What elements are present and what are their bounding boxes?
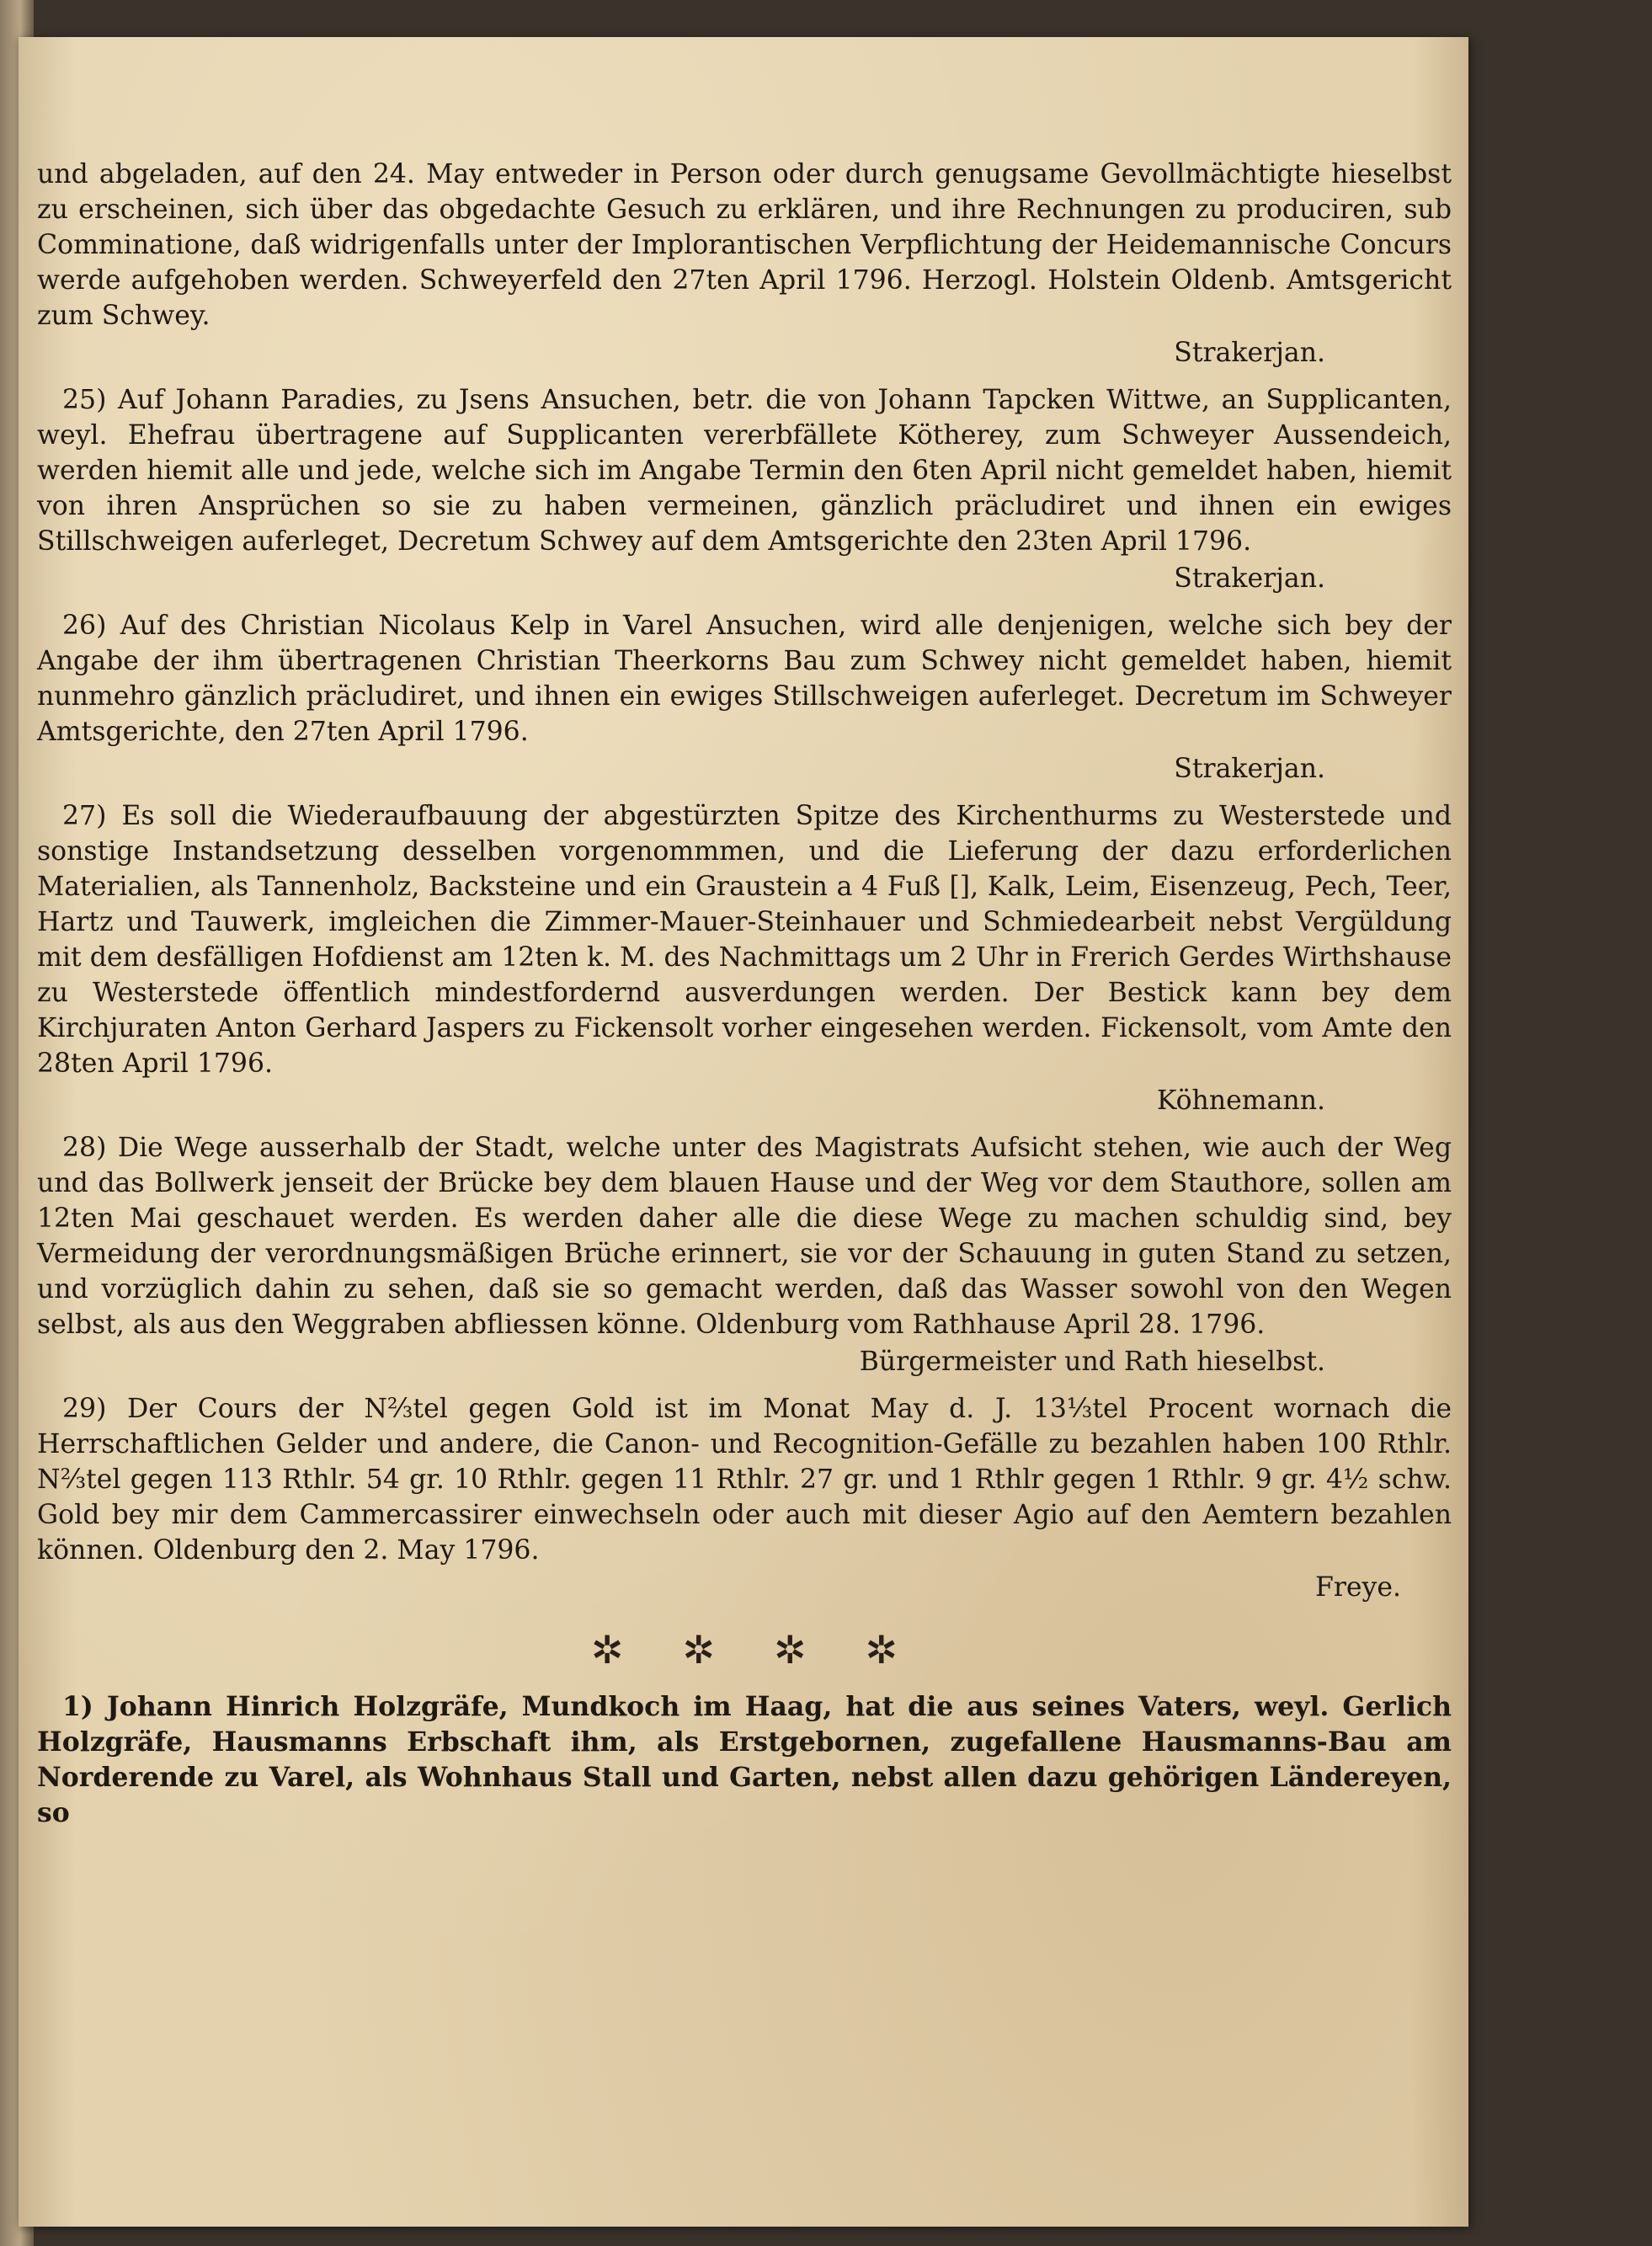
paragraph-28: 28) Die Wege ausserhalb der Stadt, welche unter des Magistrats Aufsicht stehen, wie auch der Weg und das Bollwerk jenseit der Brücke bey dem blauen Hause und der Weg vor dem Stauthore, sollen am 12ten Mai geschauet werden. Es werden daher alle die diese Wege zu machen schuldig sind, bey Vermeidung der verordnungsmäßigen Brüche erinnert, sie vor der Schauung in guten Stand zu setzen, und vorzüglich dahin zu sehen, daß sie so gemacht werden, daß das Wasser sowohl von den Wegen selbst, als aus den Weggraben abfliessen könne. Oldenburg vom Rathhause April 28. 1796. [37,1133,1452,1340]
paragraph-27: 27) Es soll die Wiederaufbauung der abgestürzten Spitze des Kirchenthurms zu Westerstede und sonstige Instandsetzung desselben vorgenommmen, und die Lieferung der dazu erforderlichen Materialien, als Tannenholz, Backsteine und ein Graustein a 4 Fuß [], Kalk, Leim, Eisenzeug, Pech, Teer, Hartz und Tauwerk, imgleichen die Zimmer-Mauer-Steinhauer und Schmiedearbeit nebst Vergüldung mit dem desfälligen Hofdienst am 12ten k. M. des Nachmittags um 2 Uhr in Frerich Gerdes Wirthshause zu Westerstede öffentlich mindestfordernd ausverdungen werden. Der Bestick kann bey dem Kirchjuraten Anton Gerhard Jaspers zu Fickensolt vorher eingesehen werden. Fickensolt, vom Amte den 28ten April 1796. [37,801,1452,1079]
signature-koehnemann: Köhnemann. [1156,1086,1325,1116]
star-ornament-icon: ✲ [590,1627,624,1672]
signature-freye: Freye. [1314,1572,1401,1603]
page-text-column [37,157,1452,1831]
paragraph-new-section-1: 1) Johann Hinrich Holzgräfe, Mundkoch im Haag, hat die aus seines Vaters, weyl. Gerlich Holzgräfe, Hausmanns Erbschaft ihm, als Erstgebornen, zugefallene Hausmanns-Bau am Norderende zu Varel, als Wohnhaus Stall und Garten, nebst allen dazu gehörigen Ländereyen, so [37,1691,1452,1828]
signature-strakerjan-3: Strakerjan. [1174,754,1325,784]
document-page [19,37,1468,2227]
paragraph-25: 25) Auf Johann Paradies, zu Jsens Ansuchen, betr. die von Johann Tapcken Wittwe, an Supplicanten, weyl. Ehefrau übertragene auf Supplicanten vererbfällete Kötherey, zum Schweyer Aussendeich, werden hiemit alle und jede, welche sich im Angabe Termin den 6ten April nicht gemeldet haben, hiemit von ihren Ansprüchen so sie zu haben vermeinen, gänzlich präcludiret und ihnen ein ewiges Stillschweigen auferleget, Decretum Schwey auf dem Amtsgerichte den 23ten April 1796. [37,385,1452,557]
signature-strakerjan-1: Strakerjan. [1174,338,1325,368]
section-divider [37,1629,1452,1671]
star-ornament-icon: ✲ [682,1627,715,1672]
star-ornament-icon: ✲ [865,1627,898,1672]
signature-buergermeister: Bürgermeister und Rath hieselbst. [859,1347,1325,1377]
paragraph-29: 29) Der Cours der N⅔tel gegen Gold ist im Monat May d. J. 13⅓tel Procent wornach die Herrschaftlichen Gelder und andere, die Canon- und Recognition-Gefälle zu bezahlen haben 100 Rthlr. N⅔tel gegen 113 Rthlr. 54 gr. 10 Rthlr. gegen 11 Rthlr. 27 gr. und 1 Rthlr gegen 1 Rthlr. 9 gr. 4½ schw. Gold bey mir dem Cammercassirer einwechseln oder auch mit dieser Agio auf den Aemtern bezahlen können. Oldenburg den 2. May 1796. [37,1394,1452,1566]
signature-strakerjan-2: Strakerjan. [1174,563,1325,594]
paragraph-26: 26) Auf des Christian Nicolaus Kelp in Varel Ansuchen, wird alle denjenigen, welche sich bey der Angabe der ihm übertragenen Christian Theerkorns Bau zum Schwey nicht gemeldet haben, hiemit nunmehro gänzlich präcludiret, und ihnen ein ewiges Stillschweigen auferleget. Decretum im Schweyer Amtsgerichte, den 27ten April 1796. [37,611,1452,747]
paragraph-continuation: und abgeladen, auf den 24. May entweder in Person oder durch genugsame Gevollmächtigte hieselbst zu erscheinen, sich über das obgedachte Gesuch zu erklären, und ihre Rechnungen zu produciren, sub Comminatione, daß widrigenfalls unter der Implorantischen Verpflichtung der Heidemannische Concurs werde aufgehoben werden. Schweyerfeld den 27ten April 1796. Herzogl. Holstein Oldenb. Amtsgericht zum Schwey. [37,159,1452,331]
star-ornament-icon: ✲ [774,1627,807,1672]
